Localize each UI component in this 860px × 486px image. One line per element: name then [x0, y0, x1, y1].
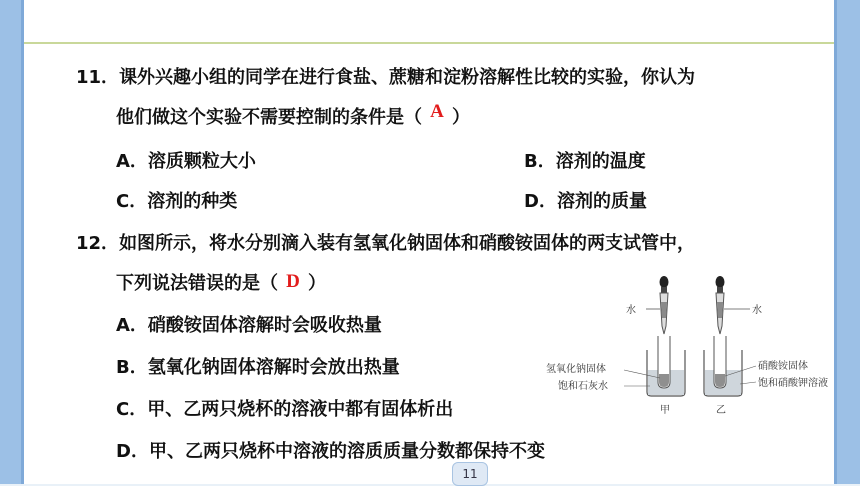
- dropper-left-icon: [660, 276, 669, 334]
- q11-option-c: C．溶剂的种类: [116, 191, 238, 212]
- q12-stem-line1: 如图所示，将水分别滴入装有氢氧化钠固体和硝酸铵固体的两支试管中，: [119, 233, 696, 254]
- header-rule: [24, 42, 834, 44]
- experiment-figure: [544, 268, 844, 436]
- q11-option-b: B．溶剂的温度: [524, 151, 646, 172]
- q12-line2: [116, 272, 326, 296]
- page-number: 11: [452, 462, 488, 486]
- water-left-label: 水: [626, 305, 636, 316]
- q12-option-a: A．硝酸铵固体溶解时会吸收热量: [116, 315, 382, 336]
- q12-stem-line2: 下列说法错误的是（: [116, 273, 278, 294]
- q12-option-b: B．氢氧化钠固体溶解时会放出热量: [116, 357, 400, 378]
- slide-page: [24, 0, 834, 484]
- top-bar: [24, 0, 834, 42]
- q12-paren-close: ）: [308, 273, 326, 294]
- water-right-label: 水: [752, 305, 762, 316]
- left-border: [0, 0, 24, 484]
- q12-option-d: D．甲、乙两只烧杯中溶液的溶质质量分数都保持不变: [116, 441, 545, 462]
- q11-number: 11．: [76, 67, 120, 88]
- q11-option-a: A．溶质颗粒大小: [116, 151, 256, 172]
- q11-option-d: D．溶剂的质量: [524, 191, 647, 212]
- beaker-left-icon: [647, 336, 685, 396]
- label-nh4no3: 硝酸铵固体: [758, 361, 808, 372]
- label-jia: 甲: [660, 405, 670, 416]
- q11-stem-line1: 课外兴趣小组的同学在进行食盐、蔗糖和淀粉溶解性比较的实验，你认为: [119, 67, 696, 88]
- q11-paren-close: ）: [452, 107, 470, 128]
- label-yi: 乙: [716, 405, 726, 416]
- beaker-right-icon: [704, 336, 742, 396]
- q12-line1: [76, 232, 695, 256]
- q12-answer: D: [286, 271, 300, 292]
- q11-answer: A: [430, 101, 444, 122]
- q11-stem-line2: 他们做这个实验不需要控制的条件是（: [116, 107, 422, 128]
- label-kno3: 饱和硝酸钾溶液: [758, 378, 828, 389]
- q11-line2: [116, 101, 470, 130]
- label-naoh: 氢氧化钠固体: [546, 364, 606, 375]
- q11-line1: [76, 66, 695, 90]
- label-limewater: 饱和石灰水: [558, 381, 608, 392]
- dropper-right-icon: [716, 276, 725, 334]
- q12-option-c: C．甲、乙两只烧杯的溶液中都有固体析出: [116, 399, 454, 420]
- q12-number: 12．: [76, 233, 120, 254]
